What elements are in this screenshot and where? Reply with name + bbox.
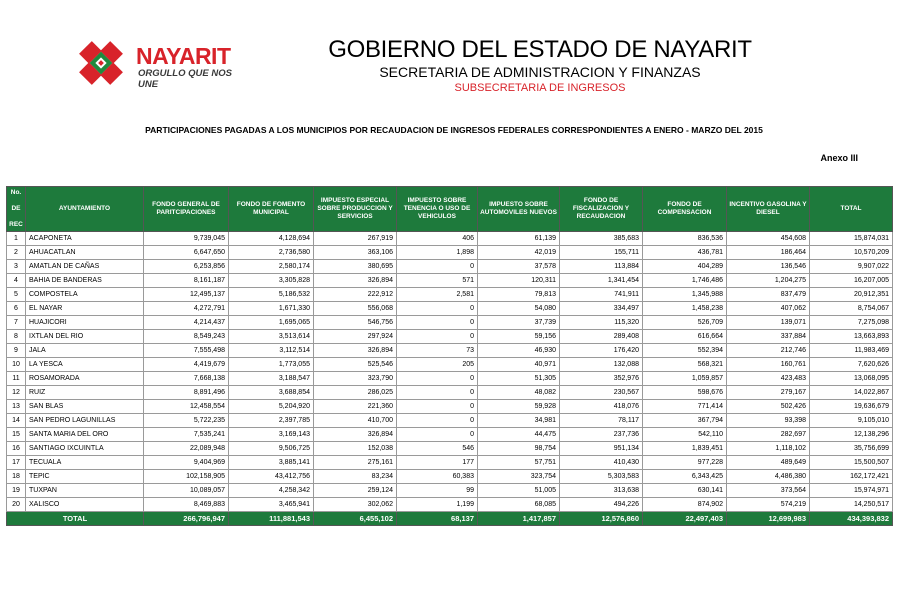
amount-cell: 0 bbox=[397, 372, 478, 386]
amount-cell: 4,419,679 bbox=[144, 358, 229, 372]
amount-cell: 407,062 bbox=[727, 302, 810, 316]
municipality-name: AMATLAN DE CAÑAS bbox=[26, 260, 144, 274]
amount-cell: 326,894 bbox=[314, 428, 397, 442]
amount-cell: 6,253,856 bbox=[144, 260, 229, 274]
amount-cell: 7,620,626 bbox=[810, 358, 893, 372]
amount-cell: 59,928 bbox=[478, 400, 560, 414]
amount-cell: 3,513,614 bbox=[229, 330, 314, 344]
municipality-name: SAN BLAS bbox=[26, 400, 144, 414]
amount-cell: 323,754 bbox=[478, 470, 560, 484]
row-number: 16 bbox=[7, 442, 26, 456]
amount-cell: 525,546 bbox=[314, 358, 397, 372]
row-number: 18 bbox=[7, 470, 26, 484]
amount-cell: 837,479 bbox=[727, 288, 810, 302]
amount-cell: 410,700 bbox=[314, 414, 397, 428]
amount-cell: 5,186,532 bbox=[229, 288, 314, 302]
amount-cell: 6,647,650 bbox=[144, 246, 229, 260]
logo-slogan: ORGULLO QUE NOS UNE bbox=[138, 68, 232, 90]
municipality-name: JALA bbox=[26, 344, 144, 358]
nayarit-emblem-icon bbox=[70, 32, 132, 94]
amount-cell: 7,668,138 bbox=[144, 372, 229, 386]
amount-cell: 8,891,496 bbox=[144, 386, 229, 400]
government-title: GOBIERNO DEL ESTADO DE NAYARIT bbox=[328, 36, 752, 63]
table-row bbox=[7, 358, 893, 372]
municipality-name: IXTLAN DEL RIO bbox=[26, 330, 144, 344]
row-number: 3 bbox=[7, 260, 26, 274]
amount-cell: 46,930 bbox=[478, 344, 560, 358]
amount-cell: 0 bbox=[397, 386, 478, 400]
amount-cell: 323,790 bbox=[314, 372, 397, 386]
amount-cell: 1,898 bbox=[397, 246, 478, 260]
amount-cell: 93,398 bbox=[727, 414, 810, 428]
amount-cell: 8,754,067 bbox=[810, 302, 893, 316]
table-row bbox=[7, 414, 893, 428]
amount-cell: 3,465,941 bbox=[229, 498, 314, 512]
amount-cell: 267,919 bbox=[314, 232, 397, 246]
amount-cell: 380,695 bbox=[314, 260, 397, 274]
total-cell: 1,417,857 bbox=[478, 512, 560, 526]
municipality-name: RUIZ bbox=[26, 386, 144, 400]
amount-cell: 37,578 bbox=[478, 260, 560, 274]
row-number: 14 bbox=[7, 414, 26, 428]
municipality-name: SAN PEDRO LAGUNILLAS bbox=[26, 414, 144, 428]
amount-cell: 59,156 bbox=[478, 330, 560, 344]
header-compensacion: FONDO DE COMPENSACION bbox=[643, 187, 727, 232]
amount-cell: 68,085 bbox=[478, 498, 560, 512]
header-isan: IMPUESTO SOBRE AUTOMOVILES NUEVOS bbox=[478, 187, 560, 232]
amount-cell: 61,139 bbox=[478, 232, 560, 246]
amount-cell: 630,141 bbox=[643, 484, 727, 498]
amount-cell: 102,158,905 bbox=[144, 470, 229, 484]
amount-cell: 6,343,425 bbox=[643, 470, 727, 484]
amount-cell: 44,475 bbox=[478, 428, 560, 442]
row-number: 8 bbox=[7, 330, 26, 344]
amount-cell: 2,397,785 bbox=[229, 414, 314, 428]
amount-cell: 406 bbox=[397, 232, 478, 246]
amount-cell: 275,161 bbox=[314, 456, 397, 470]
amount-cell: 7,555,498 bbox=[144, 344, 229, 358]
amount-cell: 7,275,098 bbox=[810, 316, 893, 330]
amount-cell: 1,773,055 bbox=[229, 358, 314, 372]
total-cell: 22,497,403 bbox=[643, 512, 727, 526]
amount-cell: 2,736,580 bbox=[229, 246, 314, 260]
amount-cell: 19,636,679 bbox=[810, 400, 893, 414]
amount-cell: 279,167 bbox=[727, 386, 810, 400]
amount-cell: 3,169,143 bbox=[229, 428, 314, 442]
amount-cell: 14,022,867 bbox=[810, 386, 893, 400]
amount-cell: 574,219 bbox=[727, 498, 810, 512]
amount-cell: 152,038 bbox=[314, 442, 397, 456]
amount-cell: 0 bbox=[397, 316, 478, 330]
municipality-name: SANTIAGO IXCUINTLA bbox=[26, 442, 144, 456]
amount-cell: 10,089,057 bbox=[144, 484, 229, 498]
amount-cell: 113,884 bbox=[560, 260, 643, 274]
header-number bbox=[7, 187, 26, 232]
amount-cell: 5,303,583 bbox=[560, 470, 643, 484]
amount-cell: 526,709 bbox=[643, 316, 727, 330]
table-row bbox=[7, 246, 893, 260]
amount-cell: 212,746 bbox=[727, 344, 810, 358]
amount-cell: 771,414 bbox=[643, 400, 727, 414]
amount-cell: 1,059,857 bbox=[643, 372, 727, 386]
row-number: 4 bbox=[7, 274, 26, 288]
amount-cell: 326,894 bbox=[314, 344, 397, 358]
amount-cell: 12,458,554 bbox=[144, 400, 229, 414]
amount-cell: 14,250,517 bbox=[810, 498, 893, 512]
amount-cell: 237,736 bbox=[560, 428, 643, 442]
total-cell: 434,393,832 bbox=[810, 512, 893, 526]
table-row bbox=[7, 232, 893, 246]
amount-cell: 385,683 bbox=[560, 232, 643, 246]
amount-cell: 0 bbox=[397, 400, 478, 414]
amount-cell: 1,695,065 bbox=[229, 316, 314, 330]
amount-cell: 418,076 bbox=[560, 400, 643, 414]
amount-cell: 836,536 bbox=[643, 232, 727, 246]
header-ayuntamiento: AYUNTAMIENTO bbox=[26, 187, 144, 232]
amount-cell: 1,671,330 bbox=[229, 302, 314, 316]
amount-cell: 12,138,296 bbox=[810, 428, 893, 442]
report-title: PARTICIPACIONES PAGADAS A LOS MUNICIPIOS POR RECAUDACION DE INGRESOS FEDERALES CORRESPONDIENTES A ENERO - MARZO DEL 2015 bbox=[145, 125, 763, 135]
row-number: 9 bbox=[7, 344, 26, 358]
amount-cell: 160,761 bbox=[727, 358, 810, 372]
amount-cell: 9,907,022 bbox=[810, 260, 893, 274]
municipality-name: XALISCO bbox=[26, 498, 144, 512]
amount-cell: 79,813 bbox=[478, 288, 560, 302]
amount-cell: 4,214,437 bbox=[144, 316, 229, 330]
amount-cell: 616,664 bbox=[643, 330, 727, 344]
amount-cell: 230,567 bbox=[560, 386, 643, 400]
amount-cell: 40,971 bbox=[478, 358, 560, 372]
secretariat-title: SECRETARIA DE ADMINISTRACION Y FINANZAS bbox=[379, 64, 701, 80]
amount-cell: 1,839,451 bbox=[643, 442, 727, 456]
table-row bbox=[7, 484, 893, 498]
amount-cell: 13,663,893 bbox=[810, 330, 893, 344]
table-row bbox=[7, 456, 893, 470]
amount-cell: 542,110 bbox=[643, 428, 727, 442]
annex-label: Anexo III bbox=[820, 153, 858, 163]
header-number-line: No. bbox=[10, 189, 22, 196]
amount-cell: 51,005 bbox=[478, 484, 560, 498]
table-row bbox=[7, 442, 893, 456]
amount-cell: 289,408 bbox=[560, 330, 643, 344]
amount-cell: 1,204,275 bbox=[727, 274, 810, 288]
amount-cell: 552,394 bbox=[643, 344, 727, 358]
amount-cell: 15,874,031 bbox=[810, 232, 893, 246]
row-number: 2 bbox=[7, 246, 26, 260]
total-label: TOTAL bbox=[7, 512, 144, 526]
amount-cell: 3,885,141 bbox=[229, 456, 314, 470]
total-cell: 12,576,860 bbox=[560, 512, 643, 526]
amount-cell: 115,320 bbox=[560, 316, 643, 330]
amount-cell: 5,204,920 bbox=[229, 400, 314, 414]
row-number: 5 bbox=[7, 288, 26, 302]
nayarit-logo bbox=[70, 32, 240, 96]
amount-cell: 16,207,005 bbox=[810, 274, 893, 288]
amount-cell: 8,469,883 bbox=[144, 498, 229, 512]
amount-cell: 404,289 bbox=[643, 260, 727, 274]
amount-cell: 37,739 bbox=[478, 316, 560, 330]
amount-cell: 259,124 bbox=[314, 484, 397, 498]
table-row bbox=[7, 330, 893, 344]
amount-cell: 73 bbox=[397, 344, 478, 358]
amount-cell: 9,506,725 bbox=[229, 442, 314, 456]
header-total: TOTAL bbox=[810, 187, 893, 232]
amount-cell: 0 bbox=[397, 260, 478, 274]
amount-cell: 502,426 bbox=[727, 400, 810, 414]
table-row bbox=[7, 344, 893, 358]
amount-cell: 11,983,469 bbox=[810, 344, 893, 358]
amount-cell: 0 bbox=[397, 330, 478, 344]
amount-cell: 297,924 bbox=[314, 330, 397, 344]
amount-cell: 8,161,187 bbox=[144, 274, 229, 288]
table-row bbox=[7, 386, 893, 400]
total-cell: 12,699,983 bbox=[727, 512, 810, 526]
total-cell: 266,796,947 bbox=[144, 512, 229, 526]
amount-cell: 83,234 bbox=[314, 470, 397, 484]
amount-cell: 282,697 bbox=[727, 428, 810, 442]
row-number: 10 bbox=[7, 358, 26, 372]
amount-cell: 568,321 bbox=[643, 358, 727, 372]
amount-cell: 51,305 bbox=[478, 372, 560, 386]
logo-name: NAYARIT bbox=[136, 43, 231, 69]
amount-cell: 546 bbox=[397, 442, 478, 456]
amount-cell: 48,082 bbox=[478, 386, 560, 400]
table-row bbox=[7, 288, 893, 302]
amount-cell: 139,071 bbox=[727, 316, 810, 330]
amount-cell: 0 bbox=[397, 428, 478, 442]
amount-cell: 977,228 bbox=[643, 456, 727, 470]
amount-cell: 951,134 bbox=[560, 442, 643, 456]
table-row bbox=[7, 470, 893, 484]
amount-cell: 2,581 bbox=[397, 288, 478, 302]
row-number: 7 bbox=[7, 316, 26, 330]
amount-cell: 1,341,454 bbox=[560, 274, 643, 288]
amount-cell: 12,495,137 bbox=[144, 288, 229, 302]
amount-cell: 410,430 bbox=[560, 456, 643, 470]
participations-table bbox=[6, 186, 893, 526]
amount-cell: 20,912,351 bbox=[810, 288, 893, 302]
municipality-name: TUXPAN bbox=[26, 484, 144, 498]
row-number: 19 bbox=[7, 484, 26, 498]
amount-cell: 43,412,756 bbox=[229, 470, 314, 484]
amount-cell: 494,226 bbox=[560, 498, 643, 512]
amount-cell: 9,404,969 bbox=[144, 456, 229, 470]
amount-cell: 874,902 bbox=[643, 498, 727, 512]
amount-cell: 9,739,045 bbox=[144, 232, 229, 246]
row-number: 17 bbox=[7, 456, 26, 470]
table-row bbox=[7, 274, 893, 288]
municipality-name: LA YESCA bbox=[26, 358, 144, 372]
header-number-line: DE bbox=[11, 205, 21, 212]
amount-cell: 132,088 bbox=[560, 358, 643, 372]
amount-cell: 99 bbox=[397, 484, 478, 498]
amount-cell: 42,019 bbox=[478, 246, 560, 260]
amount-cell: 556,068 bbox=[314, 302, 397, 316]
amount-cell: 1,345,988 bbox=[643, 288, 727, 302]
amount-cell: 205 bbox=[397, 358, 478, 372]
row-number: 15 bbox=[7, 428, 26, 442]
header-fondo-fomento: FONDO DE FOMENTO MUNICIPAL bbox=[229, 187, 314, 232]
amount-cell: 35,756,699 bbox=[810, 442, 893, 456]
amount-cell: 0 bbox=[397, 302, 478, 316]
amount-cell: 489,649 bbox=[727, 456, 810, 470]
amount-cell: 741,911 bbox=[560, 288, 643, 302]
header-number-line: REC bbox=[9, 221, 23, 228]
amount-cell: 57,751 bbox=[478, 456, 560, 470]
municipality-name: SANTA MARIA DEL ORO bbox=[26, 428, 144, 442]
amount-cell: 34,981 bbox=[478, 414, 560, 428]
municipality-name: AHUACATLAN bbox=[26, 246, 144, 260]
amount-cell: 334,497 bbox=[560, 302, 643, 316]
amount-cell: 313,638 bbox=[560, 484, 643, 498]
amount-cell: 176,420 bbox=[560, 344, 643, 358]
row-number: 20 bbox=[7, 498, 26, 512]
amount-cell: 3,188,547 bbox=[229, 372, 314, 386]
table-row bbox=[7, 302, 893, 316]
total-cell: 6,455,102 bbox=[314, 512, 397, 526]
amount-cell: 13,068,095 bbox=[810, 372, 893, 386]
row-number: 12 bbox=[7, 386, 26, 400]
amount-cell: 4,128,694 bbox=[229, 232, 314, 246]
municipality-name: COMPOSTELA bbox=[26, 288, 144, 302]
amount-cell: 4,258,342 bbox=[229, 484, 314, 498]
subsecretariat-title: SUBSECRETARIA DE INGRESOS bbox=[454, 82, 626, 94]
amount-cell: 221,360 bbox=[314, 400, 397, 414]
amount-cell: 1,199 bbox=[397, 498, 478, 512]
amount-cell: 423,483 bbox=[727, 372, 810, 386]
amount-cell: 5,722,235 bbox=[144, 414, 229, 428]
amount-cell: 1,458,238 bbox=[643, 302, 727, 316]
row-number: 13 bbox=[7, 400, 26, 414]
table-row bbox=[7, 498, 893, 512]
row-number: 6 bbox=[7, 302, 26, 316]
amount-cell: 454,608 bbox=[727, 232, 810, 246]
header-gasolina: INCENTIVO GASOLINA Y DIESEL bbox=[727, 187, 810, 232]
header-fiscalizacion: FONDO DE FISCALIZACION Y RECAUDACION bbox=[560, 187, 643, 232]
table-row bbox=[7, 260, 893, 274]
table-row bbox=[7, 400, 893, 414]
amount-cell: 155,711 bbox=[560, 246, 643, 260]
amount-cell: 0 bbox=[397, 414, 478, 428]
header-fondo-general: FONDO GENERAL DE PARITCIPACIONES bbox=[144, 187, 229, 232]
amount-cell: 8,549,243 bbox=[144, 330, 229, 344]
amount-cell: 15,500,507 bbox=[810, 456, 893, 470]
amount-cell: 186,464 bbox=[727, 246, 810, 260]
amount-cell: 302,062 bbox=[314, 498, 397, 512]
amount-cell: 78,117 bbox=[560, 414, 643, 428]
table-row bbox=[7, 428, 893, 442]
amount-cell: 136,546 bbox=[727, 260, 810, 274]
amount-cell: 337,884 bbox=[727, 330, 810, 344]
amount-cell: 3,305,828 bbox=[229, 274, 314, 288]
amount-cell: 1,746,486 bbox=[643, 274, 727, 288]
amount-cell: 326,894 bbox=[314, 274, 397, 288]
total-cell: 111,881,543 bbox=[229, 512, 314, 526]
total-cell: 68,137 bbox=[397, 512, 478, 526]
total-row bbox=[7, 512, 893, 526]
amount-cell: 222,912 bbox=[314, 288, 397, 302]
amount-cell: 363,106 bbox=[314, 246, 397, 260]
amount-cell: 7,535,241 bbox=[144, 428, 229, 442]
amount-cell: 162,172,421 bbox=[810, 470, 893, 484]
amount-cell: 60,383 bbox=[397, 470, 478, 484]
amount-cell: 177 bbox=[397, 456, 478, 470]
amount-cell: 286,025 bbox=[314, 386, 397, 400]
amount-cell: 571 bbox=[397, 274, 478, 288]
amount-cell: 436,781 bbox=[643, 246, 727, 260]
header-ieps: IMPUESTO ESPECIAL SOBRE PRODUCCION Y SERVICIOS bbox=[314, 187, 397, 232]
amount-cell: 98,754 bbox=[478, 442, 560, 456]
amount-cell: 1,118,102 bbox=[727, 442, 810, 456]
amount-cell: 4,272,791 bbox=[144, 302, 229, 316]
municipality-name: HUAJICORI bbox=[26, 316, 144, 330]
amount-cell: 598,676 bbox=[643, 386, 727, 400]
amount-cell: 3,112,514 bbox=[229, 344, 314, 358]
row-number: 11 bbox=[7, 372, 26, 386]
municipality-name: ACAPONETA bbox=[26, 232, 144, 246]
amount-cell: 352,976 bbox=[560, 372, 643, 386]
municipality-name: ROSAMORADA bbox=[26, 372, 144, 386]
municipality-name: EL NAYAR bbox=[26, 302, 144, 316]
amount-cell: 367,794 bbox=[643, 414, 727, 428]
amount-cell: 9,105,010 bbox=[810, 414, 893, 428]
table-row bbox=[7, 372, 893, 386]
header-tenencia: IMPUESTO SOBRE TENENCIA O USO DE VEHICULOS bbox=[397, 187, 478, 232]
amount-cell: 120,311 bbox=[478, 274, 560, 288]
amount-cell: 3,688,854 bbox=[229, 386, 314, 400]
amount-cell: 54,080 bbox=[478, 302, 560, 316]
amount-cell: 2,580,174 bbox=[229, 260, 314, 274]
amount-cell: 22,089,948 bbox=[144, 442, 229, 456]
row-number: 1 bbox=[7, 232, 26, 246]
municipality-name: TEPIC bbox=[26, 470, 144, 484]
amount-cell: 15,974,971 bbox=[810, 484, 893, 498]
amount-cell: 10,570,209 bbox=[810, 246, 893, 260]
amount-cell: 546,756 bbox=[314, 316, 397, 330]
table-header-row bbox=[7, 187, 893, 232]
amount-cell: 4,486,380 bbox=[727, 470, 810, 484]
municipality-name: TECUALA bbox=[26, 456, 144, 470]
amount-cell: 373,564 bbox=[727, 484, 810, 498]
table-row bbox=[7, 316, 893, 330]
municipality-name: BAHIA DE BANDERAS bbox=[26, 274, 144, 288]
